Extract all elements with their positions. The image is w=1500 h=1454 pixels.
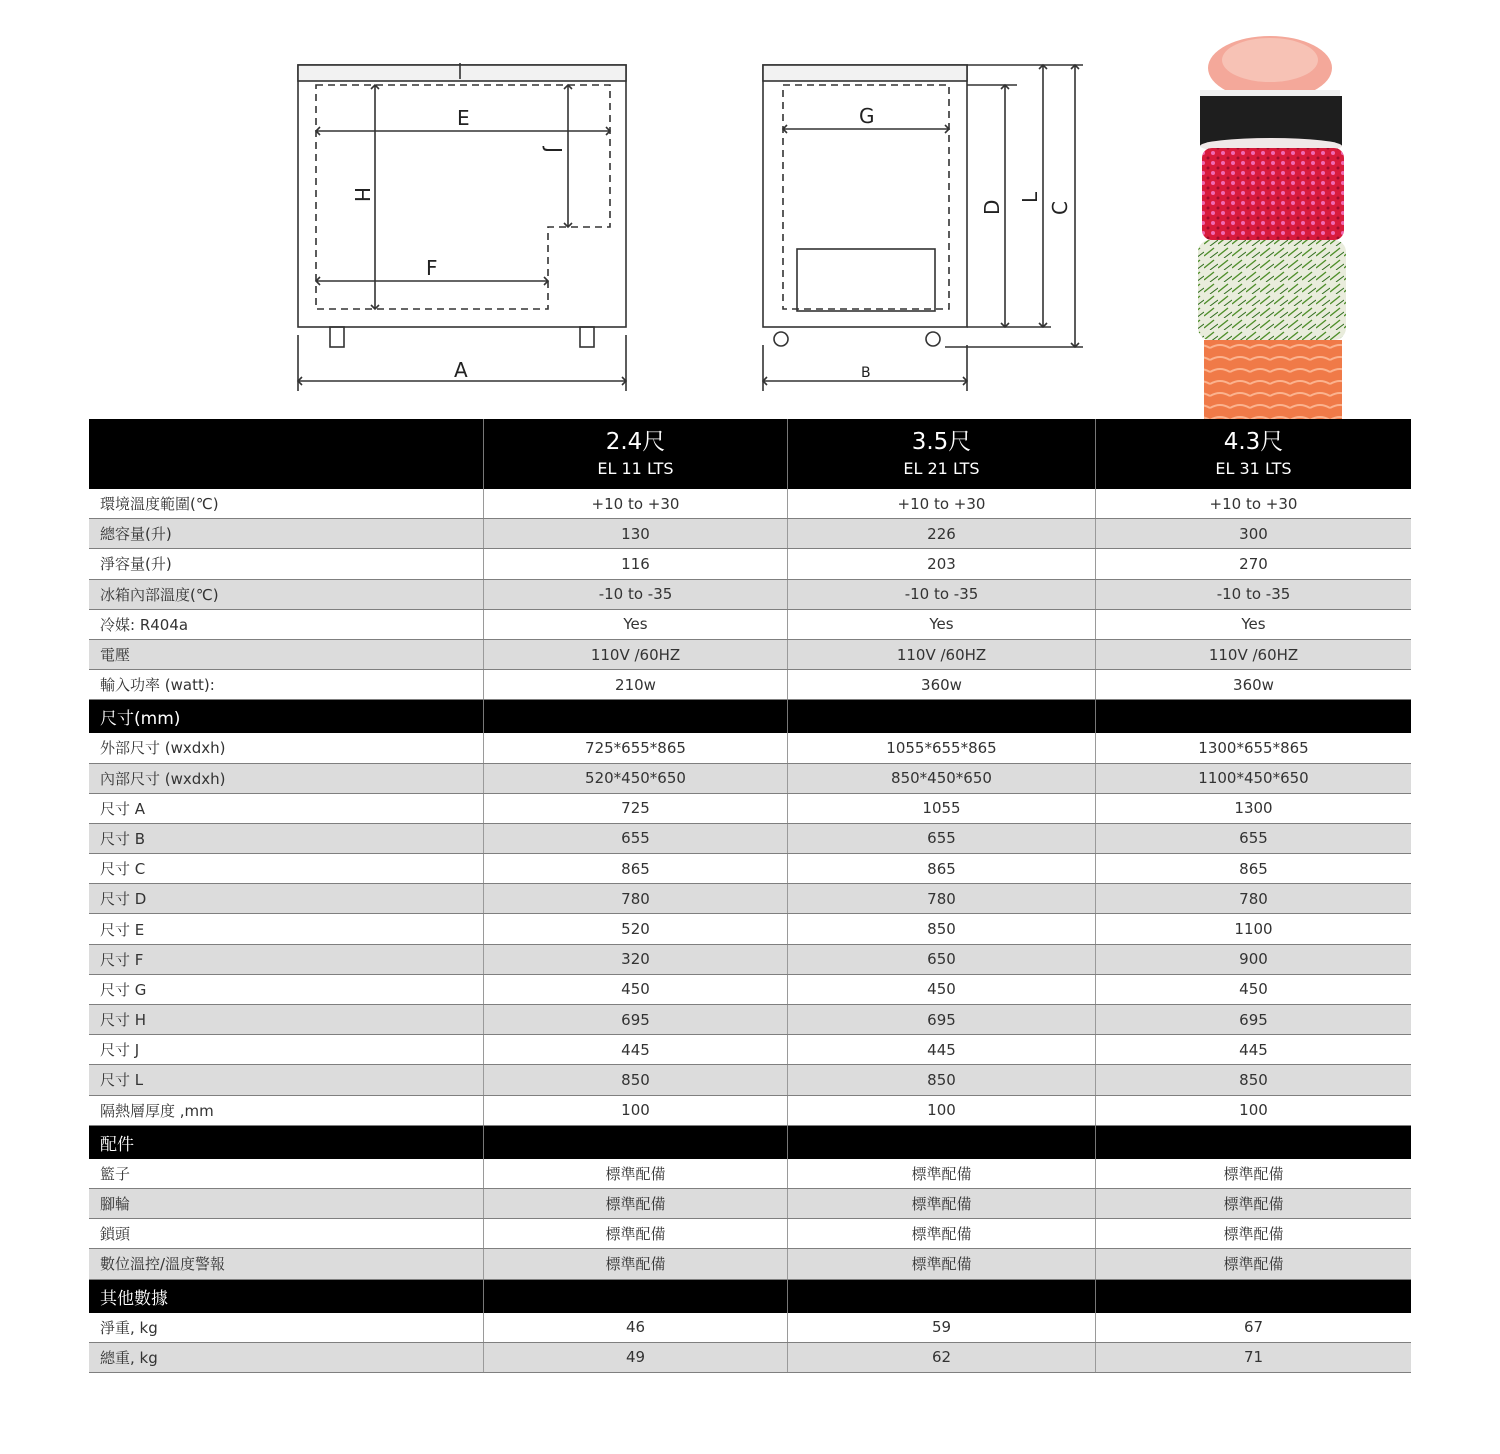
row-value: 360w	[1233, 675, 1274, 694]
table-row	[89, 764, 1411, 794]
row-value: 110V /60HZ	[1208, 645, 1299, 664]
row-value: 110V /60HZ	[484, 640, 788, 669]
row-label: 尺寸 E	[89, 914, 484, 943]
table-row	[89, 824, 1411, 854]
label-A: A	[454, 358, 468, 382]
table-row	[89, 519, 1411, 549]
row-label: 尺寸 L	[89, 1065, 484, 1094]
row-value: 62	[788, 1343, 1096, 1372]
table-row	[89, 489, 1411, 519]
row-value: 695	[788, 1005, 1096, 1034]
row-value: 46	[484, 1313, 788, 1342]
row-value: 標準配備	[788, 1159, 1096, 1188]
table-row	[89, 1343, 1411, 1373]
row-value: 1055*655*865	[788, 733, 1096, 762]
row-label: 尺寸 D	[89, 884, 484, 913]
table-row	[89, 733, 1411, 763]
row-label: 淨重, kg	[89, 1313, 484, 1342]
table-row	[89, 1249, 1411, 1279]
row-value: 210w	[484, 670, 788, 699]
row-value: 標準配備	[484, 1249, 788, 1278]
row-value: +10 to +30	[788, 489, 1096, 518]
section-empty-cell	[484, 1126, 788, 1159]
table-row	[89, 1005, 1411, 1035]
table-header-row	[89, 419, 1411, 489]
row-value: 850	[788, 914, 1096, 943]
row-value: 725	[484, 794, 788, 823]
row-label: 尺寸 C	[89, 854, 484, 883]
table-row	[89, 1096, 1411, 1126]
row-label: 冷媒: R404a	[89, 610, 484, 639]
row-label: 腳輪	[89, 1189, 484, 1218]
row-value: 標準配備	[788, 1189, 1096, 1218]
row-value: 標準配備	[1223, 1255, 1284, 1274]
row-value: 655	[1239, 829, 1268, 848]
row-value: +10 to +30	[1209, 494, 1298, 513]
row-value: 695	[484, 1005, 788, 1034]
row-value: 725*655*865	[484, 733, 788, 762]
row-value: 226	[788, 519, 1096, 548]
label-E: E	[457, 106, 470, 130]
row-value: 71	[1243, 1348, 1264, 1367]
table-row	[89, 1189, 1411, 1219]
row-value: 標準配備	[788, 1249, 1096, 1278]
row-value: 850*450*650	[788, 764, 1096, 793]
row-value: 130	[484, 519, 788, 548]
model-name-label: EL 21 LTS	[903, 459, 980, 478]
section-empty-cell	[788, 700, 1096, 733]
row-label: 數位溫控/溫度警報	[89, 1249, 484, 1278]
row-value: +10 to +30	[484, 489, 788, 518]
row-value: -10 to -35	[788, 580, 1096, 609]
header-model-2	[788, 419, 1096, 489]
section-header-row	[89, 1126, 1411, 1159]
row-value: 360w	[788, 670, 1096, 699]
table-row	[89, 884, 1411, 914]
section-empty-cell	[1096, 700, 1411, 733]
table-row	[89, 610, 1411, 640]
section-empty-cell	[484, 1280, 788, 1313]
row-value: 900	[1239, 950, 1268, 969]
row-label: 鎖頭	[89, 1219, 484, 1248]
row-label: 電壓	[89, 640, 484, 669]
row-value: Yes	[788, 610, 1096, 639]
row-value: 標準配備	[484, 1219, 788, 1248]
sushi-stack-image	[1190, 30, 1350, 420]
table-row	[89, 945, 1411, 975]
row-label: 總重, kg	[89, 1343, 484, 1372]
row-value: 450	[1239, 980, 1268, 999]
table-row	[89, 975, 1411, 1005]
row-value: 865	[484, 854, 788, 883]
row-value: 865	[788, 854, 1096, 883]
row-value: 865	[1239, 859, 1268, 878]
table-row	[89, 1065, 1411, 1095]
row-label: 淨容量(升)	[89, 549, 484, 578]
row-value: 850	[788, 1065, 1096, 1094]
model-size-label: 3.5尺	[911, 429, 972, 455]
row-value: 100	[484, 1096, 788, 1125]
model-name-label: EL 11 LTS	[597, 459, 674, 478]
row-value: 850	[484, 1065, 788, 1094]
row-value: -10 to -35	[484, 580, 788, 609]
row-label: 冰箱內部溫度(℃)	[89, 580, 484, 609]
row-value: 450	[484, 975, 788, 1004]
row-label: 尺寸 B	[89, 824, 484, 853]
row-label: 籃子	[89, 1159, 484, 1188]
section-header-row	[89, 1280, 1411, 1313]
row-value: 300	[1239, 524, 1268, 543]
label-L: L	[1018, 191, 1042, 203]
spec-table	[89, 419, 1411, 1373]
row-value: 標準配備	[788, 1219, 1096, 1248]
table-row	[89, 914, 1411, 944]
model-name-label: EL 31 LTS	[1215, 459, 1292, 478]
row-value: Yes	[1241, 615, 1266, 634]
side-view-diagram	[755, 55, 1095, 400]
row-label: 尺寸 G	[89, 975, 484, 1004]
row-value: 標準配備	[1223, 1225, 1284, 1244]
row-value: 116	[484, 549, 788, 578]
row-value: 450	[788, 975, 1096, 1004]
header-model-1	[484, 419, 788, 489]
label-C: C	[1048, 201, 1072, 215]
row-label: 總容量(升)	[89, 519, 484, 548]
row-value: 100	[1239, 1101, 1268, 1120]
row-value: 655	[484, 824, 788, 853]
row-label: 尺寸 F	[89, 945, 484, 974]
row-value: 445	[788, 1035, 1096, 1064]
row-value: 標準配備	[1223, 1195, 1284, 1214]
label-B: B	[861, 365, 871, 381]
label-J: J	[542, 147, 566, 153]
table-row	[89, 1159, 1411, 1189]
front-view-diagram	[290, 55, 640, 400]
label-H: H	[350, 187, 374, 203]
row-value: 695	[1239, 1010, 1268, 1029]
compressor-box	[797, 249, 935, 311]
table-row	[89, 794, 1411, 824]
row-label: 內部尺寸 (wxdxh)	[89, 764, 484, 793]
row-value: 67	[1243, 1318, 1264, 1337]
header-empty-cell	[89, 419, 484, 489]
row-value: 標準配備	[1223, 1164, 1284, 1183]
row-value: 標準配備	[484, 1189, 788, 1218]
row-value: 110V /60HZ	[788, 640, 1096, 669]
label-F: F	[426, 256, 438, 280]
row-label: 尺寸 J	[89, 1035, 484, 1064]
table-row	[89, 580, 1411, 610]
section-empty-cell	[788, 1126, 1096, 1159]
row-value: 1055	[788, 794, 1096, 823]
row-label: 環境溫度範圍(℃)	[89, 489, 484, 518]
section-title: 其他數據	[89, 1280, 484, 1313]
row-value: -10 to -35	[1216, 585, 1291, 604]
row-value: 780	[788, 884, 1096, 913]
section-empty-cell	[1096, 1280, 1411, 1313]
model-size-label: 2.4尺	[605, 429, 666, 455]
table-row	[89, 1313, 1411, 1343]
row-value: Yes	[484, 610, 788, 639]
table-row	[89, 1035, 1411, 1065]
label-D: D	[980, 199, 1004, 215]
table-row	[89, 1219, 1411, 1249]
table-row	[89, 854, 1411, 884]
row-value: 655	[788, 824, 1096, 853]
row-value: 1300*655*865	[1198, 738, 1309, 757]
section-empty-cell	[484, 700, 788, 733]
row-value: 780	[484, 884, 788, 913]
row-value: 100	[788, 1096, 1096, 1125]
row-value: 520	[484, 914, 788, 943]
row-value: 780	[1239, 889, 1268, 908]
header-model-3	[1096, 419, 1411, 489]
row-value: 標準配備	[484, 1159, 788, 1188]
row-value: 650	[788, 945, 1096, 974]
row-label: 尺寸 H	[89, 1005, 484, 1034]
row-value: 445	[484, 1035, 788, 1064]
table-row	[89, 640, 1411, 670]
section-title: 尺寸(mm)	[89, 700, 484, 733]
row-value: 59	[788, 1313, 1096, 1342]
row-value: 203	[788, 549, 1096, 578]
row-label: 外部尺寸 (wxdxh)	[89, 733, 484, 762]
row-value: 270	[1239, 554, 1268, 573]
row-value: 49	[484, 1343, 788, 1372]
section-header-row	[89, 700, 1411, 733]
table-row	[89, 549, 1411, 579]
row-value: 445	[1239, 1040, 1268, 1059]
row-value: 320	[484, 945, 788, 974]
section-title: 配件	[89, 1126, 484, 1159]
row-label: 隔熱層厚度 ,mm	[89, 1096, 484, 1125]
label-G: G	[859, 104, 875, 128]
row-value: 1300	[1234, 799, 1273, 818]
row-label: 尺寸 A	[89, 794, 484, 823]
model-size-label: 4.3尺	[1223, 429, 1284, 455]
row-value: 1100*450*650	[1198, 769, 1309, 788]
row-value: 520*450*650	[484, 764, 788, 793]
section-empty-cell	[1096, 1126, 1411, 1159]
row-value: 1100	[1234, 920, 1273, 939]
table-row	[89, 670, 1411, 700]
row-label: 輸入功率 (watt):	[89, 670, 484, 699]
section-empty-cell	[788, 1280, 1096, 1313]
cabinet-outline	[298, 65, 626, 327]
row-value: 850	[1239, 1070, 1268, 1089]
